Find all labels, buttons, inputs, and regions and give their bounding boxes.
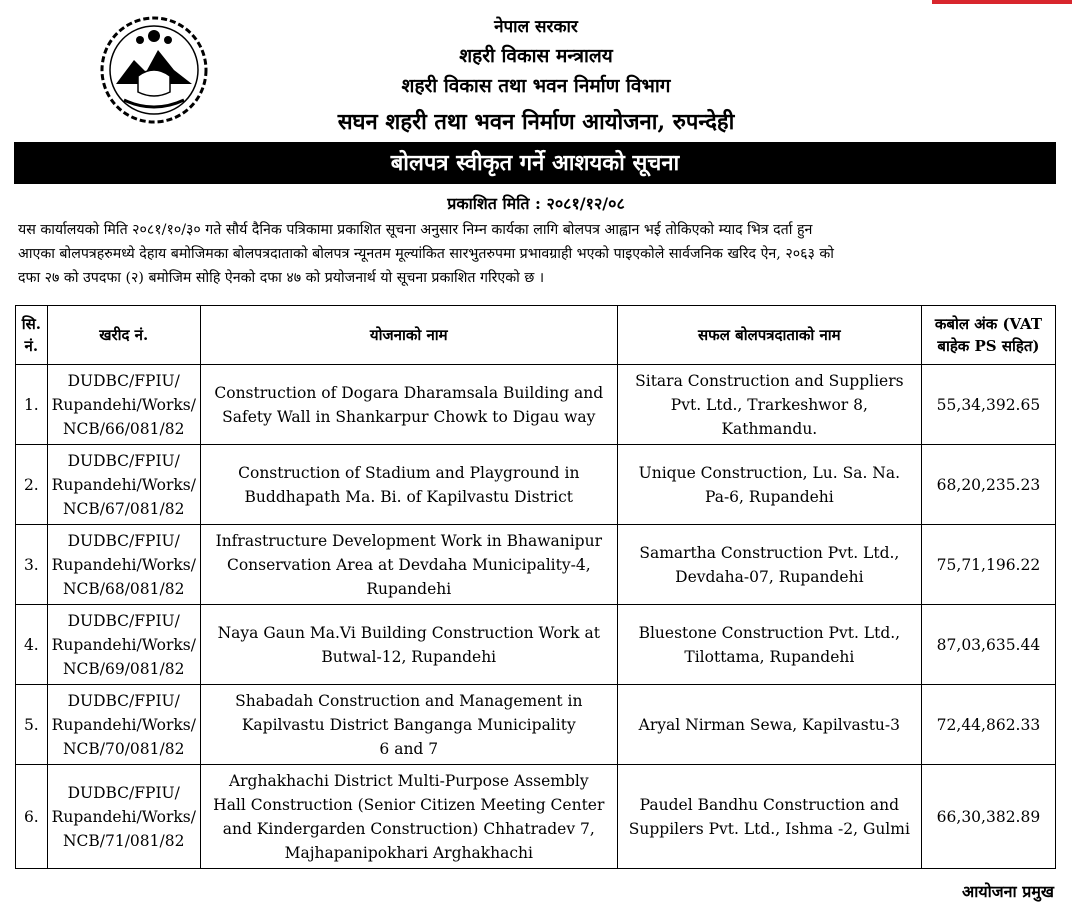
table-row — [16, 365, 1056, 445]
cell-project — [200, 365, 617, 445]
cell-project-line: Conservation Area at Devdaha Municipality-4, — [226, 555, 591, 574]
published-date-value: २०८१/१२/०८ — [546, 194, 625, 213]
cell-amount: 75,71,196.22 — [921, 525, 1055, 605]
cell-bidder — [617, 365, 921, 445]
table-header-row — [16, 306, 1056, 365]
cell-procurement-line: Rupandehi/Works/ — [51, 395, 196, 414]
cell-project-line: Buddhapath Ma. Bi. of Kapilvastu District — [244, 487, 574, 506]
cell-project — [200, 445, 617, 525]
cell-bidder — [617, 685, 921, 765]
cell-procurement-line: DUDBC/FPIU/ — [67, 451, 180, 470]
cell-bidder-line: Paudel Bandhu Construction and — [639, 795, 900, 814]
cell-bidder-line: Sitara Construction and Suppliers — [635, 371, 904, 390]
cell-amount: 72,44,862.33 — [921, 685, 1055, 765]
header-sn: सि. नं. — [16, 306, 48, 365]
published-date-label: प्रकाशित मिति : — [447, 194, 541, 213]
cell-project — [200, 765, 617, 869]
table-row — [16, 765, 1056, 869]
table-row — [16, 605, 1056, 685]
cell-procurement — [47, 605, 200, 685]
cell-project — [200, 685, 617, 765]
cell-amount: 68,20,235.23 — [921, 445, 1055, 525]
cell-procurement-line: NCB/69/081/82 — [62, 659, 185, 678]
notice-line: आएका बोलपत्रहरुमध्ये देहाय बमोजिमका बोलपत्रदाताको बोलपत्र न्यूनतम मूल्यांकित सारभुतरुपमा प्रभावग्राही भएको पाइएकोले सार्वजनिक खरिद ऐन, २०६३ को — [18, 246, 834, 262]
cell-bidder-line: Aryal Nirman Sewa, Kapilvastu-3 — [638, 715, 901, 734]
cell-project-line: Naya Gaun Ma.Vi Building Construction Work at — [217, 623, 600, 642]
cell-project-line: Safety Wall in Shankarpur Chowk to Digau way — [222, 407, 596, 426]
cell-procurement — [47, 445, 200, 525]
cell-bidder-line: Pa-6, Rupandehi — [704, 487, 834, 506]
cell-bidder-line: Suppilers Pvt. Ltd., Ishma -2, Gulmi — [628, 819, 910, 838]
cell-project — [200, 605, 617, 685]
cell-bidder-line: Tilottama, Rupandehi — [684, 647, 855, 666]
header-line-1: नेपाल सरकार — [494, 17, 578, 37]
cell-project-line: Infrastructure Development Work in Bhawanipur — [215, 531, 602, 550]
cell-bidder — [617, 765, 921, 869]
header-bidder: सफल बोलपत्रदाताको नाम — [617, 306, 921, 365]
cell-bidder-line: Unique Construction, Lu. Sa. Na. — [638, 463, 901, 482]
cell-sn: 6. — [16, 765, 48, 869]
cell-project-line: Majhapanipokhari Arghakhachi — [284, 843, 533, 862]
cell-procurement-line: NCB/71/081/82 — [62, 831, 185, 850]
header-line-3: शहरी विकास तथा भवन निर्माण विभाग — [401, 75, 671, 97]
cell-procurement — [47, 365, 200, 445]
header-project: योजनाको नाम — [200, 306, 617, 365]
notice-line: दफा २७ को उपदफा (२) बमोजिम सोहि ऐनको दफा ४७ को प्रयोजनार्थ यो सूचना प्रकाशित गरिएको छ । — [18, 270, 545, 286]
cell-project-line: 6 and 7 — [379, 739, 439, 758]
cell-project — [200, 525, 617, 605]
cell-bidder-line: Bluestone Construction Pvt. Ltd., — [638, 623, 901, 642]
cell-procurement-line: DUDBC/FPIU/ — [67, 371, 180, 390]
cell-procurement-line: NCB/68/081/82 — [62, 579, 185, 598]
cell-project-line: Construction of Dogara Dharamsala Building and — [214, 383, 604, 402]
cell-sn: 1. — [16, 365, 48, 445]
cell-procurement-line: Rupandehi/Works/ — [51, 715, 196, 734]
cell-project-line: and Kindergarden Construction) Chhatradev 7, — [222, 819, 595, 838]
cell-project-line: Rupandehi — [366, 579, 452, 598]
notice-paragraph — [18, 218, 1060, 290]
cell-sn: 4. — [16, 605, 48, 685]
cell-procurement-line: Rupandehi/Works/ — [51, 635, 196, 654]
cell-procurement — [47, 685, 200, 765]
cell-procurement-line: Rupandehi/Works/ — [51, 555, 196, 574]
notice-title-banner: बोलपत्र स्वीकृत गर्ने आशयको सूचना — [14, 142, 1056, 184]
cell-project-line: Shabadah Construction and Management in — [235, 691, 583, 710]
cell-bidder-line: Pvt. Ltd., Trarkeshwor 8, — [670, 395, 868, 414]
cell-project-line: Arghakhachi District Multi-Purpose Assembly — [228, 771, 589, 790]
cell-bidder — [617, 605, 921, 685]
cell-sn: 5. — [16, 685, 48, 765]
table-row — [16, 685, 1056, 765]
cell-amount: 87,03,635.44 — [921, 605, 1055, 685]
bid-table — [15, 305, 1056, 869]
cell-bidder — [617, 445, 921, 525]
cell-procurement — [47, 525, 200, 605]
cell-procurement — [47, 765, 200, 869]
cell-procurement-line: Rupandehi/Works/ — [51, 475, 196, 494]
cell-procurement-line: NCB/67/081/82 — [62, 499, 185, 518]
signatory: आयोजना प्रमुख — [961, 882, 1054, 901]
cell-project-line: Butwal-12, Rupandehi — [321, 647, 497, 666]
table-row — [16, 445, 1056, 525]
cell-procurement-line: Rupandehi/Works/ — [51, 807, 196, 826]
cell-procurement-line: NCB/66/081/82 — [62, 419, 185, 438]
header-line-2: शहरी विकास मन्त्रालय — [459, 45, 613, 67]
cell-procurement-line: DUDBC/FPIU/ — [67, 531, 180, 550]
cell-bidder-line: Kathmandu. — [721, 419, 818, 438]
cell-amount: 66,30,382.89 — [921, 765, 1055, 869]
cell-sn: 3. — [16, 525, 48, 605]
cell-procurement-line: DUDBC/FPIU/ — [67, 691, 180, 710]
header-procurement: खरीद नं. — [47, 306, 200, 365]
cell-procurement-line: NCB/70/081/82 — [62, 739, 185, 758]
header-amount: कबोल अंक (VAT बाहेक PS सहित) — [921, 306, 1055, 365]
cell-project-line: Hall Construction (Senior Citizen Meeting Center — [213, 795, 605, 814]
cell-bidder-line: Samartha Construction Pvt. Ltd., — [639, 543, 900, 562]
header-line-4: सघन शहरी तथा भवन निर्माण आयोजना, रुपन्देही — [337, 109, 735, 135]
cell-procurement-line: DUDBC/FPIU/ — [67, 611, 180, 630]
cell-project-line: Kapilvastu District Banganga Municipality — [241, 715, 576, 734]
cell-sn: 2. — [16, 445, 48, 525]
table-row — [16, 525, 1056, 605]
notice-line: यस कार्यालयको मिति २०८१/१०/३० गते सौर्य दैनिक पत्रिकामा प्रकाशित सूचना अनुसार निम्न कार्यका लागि बोलपत्र आह्वान भई तोकिएको म्याद भित्र दर्ता हुन — [18, 222, 813, 238]
cell-bidder — [617, 525, 921, 605]
cell-project-line: Construction of Stadium and Playground in — [238, 463, 580, 482]
published-date — [0, 192, 1072, 214]
cell-amount: 55,34,392.65 — [921, 365, 1055, 445]
cell-bidder-line: Devdaha-07, Rupandehi — [675, 567, 864, 586]
top-accent-bar — [932, 0, 1072, 4]
cell-procurement-line: DUDBC/FPIU/ — [67, 783, 180, 802]
